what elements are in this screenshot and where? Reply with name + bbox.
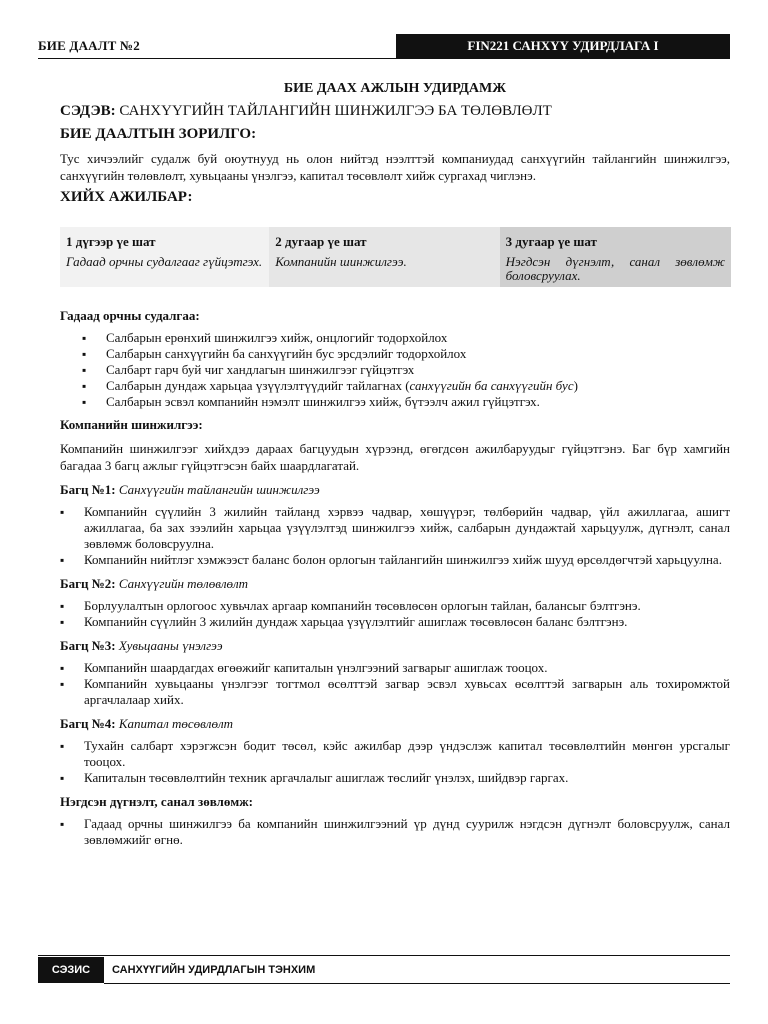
stage-2-title: 2 дугаар үе шат (269, 227, 499, 255)
list-item: ▪ Компанийн сүүлийн 3 жилийн дундаж харьцаа үзүүлэлтийг ашиглаж төсөвлөсөн баланс бэлтгэнэ. (60, 614, 730, 630)
package-4-label: Багц №4: (60, 716, 116, 731)
document-body (60, 80, 730, 848)
stages-table (60, 227, 731, 287)
footer-department: САНХҮҮГИЙН УДИРДЛАГЫН ТЭНХИМ (112, 964, 316, 976)
stages-desc-row (60, 255, 731, 287)
stage-2-desc: Компанийн шинжилгээ. (269, 255, 499, 287)
package-3-label: Багц №3: (60, 638, 116, 653)
work-heading: ХИЙХ АЖИЛБАР: (60, 189, 193, 205)
goal-heading: БИЕ ДААЛТЫН ЗОРИЛГО: (60, 126, 257, 142)
package-3-title: Хувьцааны үнэлгээ (118, 638, 223, 653)
list-item: ▪ Компанийн сүүлийн 3 жилийн тайланд хэрвээ чадвар, хөшүүрэг, төлбөрийн чадвар, үйл ажиллагаа, ашигт ажиллагаа, ба зах зээлийн харьцаа үзүүлэлтэд шинжилгээ хийж, салбарын дундажтай харьцуулж, дүгнэлт, санал зөвлөмж боловсруулна. (60, 504, 730, 552)
package-3-heading (60, 637, 730, 654)
footer-university: СЭЗИС (38, 957, 104, 983)
company-intro: Компанийн шинжилгээг хийхдээ дараах багцуудын хүрээнд, өгөгдсөн ажилбаруудыг гүйцэтгэнэ. Баг бүр хамгийн багадаа 3 багц ажлыг гүйцэтгэсэн байх шаардлагатай. (60, 441, 730, 473)
package-4-list (60, 738, 730, 786)
footer-underline (104, 983, 730, 984)
stage-3-title: 3 дугаар үе шат (500, 227, 731, 255)
list-item: ▪ Гадаад орчны шинжилгээ ба компанийн шинжилгээний үр дүнд суурилж нэгдсэн дүгнэлт боловсруулж, санал зөвлөмжийг өгнө. (60, 816, 730, 848)
list-item (60, 378, 730, 394)
package-4-heading (60, 715, 730, 732)
topic-label: СЭДЭВ: (60, 103, 116, 119)
header-left-title: БИЕ ДААЛТ №2 (38, 38, 140, 53)
package-1-title: Санхүүгийн тайлангийн шинжилгээ (118, 482, 320, 497)
list-item: ▪ Компанийн шаардагдах өгөөжийг капиталын үнэлгээний загварыг ашиглаж тооцох. (60, 660, 730, 676)
package-1-heading (60, 481, 730, 498)
list-item: ▪ Компанийн хувьцааны үнэлгээг тогтмол өсөлттэй загвар эсвэл хувьсах өсөлттэй загварын аль тохиромжтой аргачлалаар хийх. (60, 676, 730, 708)
package-1-label: Багц №1: (60, 482, 116, 497)
goal-text: Тус хичээлийг судалж буй оюутнууд нь олон нийтэд нээлттэй компаниудад санхүүгийн тайлангийн шинжилгээ, санхүүгийн төлөвлөлт, хувьцааны үнэлгээ, капитал төсөвлөлт хийж сургахад чиглэнэ. (60, 151, 730, 183)
company-heading: Компанийн шинжилгээ: (60, 417, 203, 432)
package-4-title: Капитал төсөвлөлт (118, 716, 234, 731)
stages-header-row (60, 227, 731, 255)
stage-1-title: 1 дүгээр үе шат (60, 227, 269, 255)
package-2-heading (60, 575, 730, 592)
package-1-list (60, 504, 730, 568)
list-item: ▪ Капиталын төсөвлөлтийн техник аргачлалыг ашиглаж төслийг үнэлэх, шийдвэр гаргах. (60, 770, 730, 786)
list-item-italic: санхүүгийн ба санхүүгийн бус (409, 378, 574, 393)
external-list (60, 330, 730, 410)
list-item: ▪ Борлуулалтын орлогоос хувьчлах аргаар компанийн төсөвлөсөн орлогын тайлан, балансыг бэлтгэнэ. (60, 598, 730, 614)
list-item: ▪ Тухайн салбарт хэрэгжсэн бодит төсөл, кэйс ажилбар дээр үндэслэж капитал төсөвлөлтийн мөнгөн урсгалыг тооцох. (60, 738, 730, 770)
package-2-list (60, 598, 730, 630)
stage-3-desc: Нэгдсэн дүгнэлт, санал зөвлөмж боловсруулах. (500, 255, 731, 287)
topic-line (60, 102, 730, 121)
list-item: ▪ Салбарын эсвэл компанийн нэмэлт шинжилгээ хийж, бүтээлч ажил гүйцэтгэх. (60, 394, 730, 410)
header-divider (38, 58, 730, 59)
package-3-list (60, 660, 730, 708)
footer-divider (38, 955, 730, 956)
list-item-text: Салбарын дундаж харьцаа үзүүлэлтүүдийг тайлагнах ( (106, 378, 410, 393)
stage-1-desc: Гадаад орчны судалгааг гүйцэтгэх. (60, 255, 269, 287)
topic-text: САНХҮҮГИЙН ТАЙЛАНГИЙН ШИНЖИЛГЭЭ БА ТӨЛӨВЛӨЛТ (119, 103, 552, 119)
conclusion-heading: Нэгдсэн дүгнэлт, санал зөвлөмж: (60, 794, 253, 809)
header-course-title: FIN221 САНХҮҮ УДИРДЛАГА I (396, 34, 730, 58)
list-item: ▪ Салбарт гарч буй чиг хандлагын шинжилгээг гүйцэтгэх (60, 362, 730, 378)
external-heading: Гадаад орчны судалгаа: (60, 308, 200, 323)
conclusion-list (60, 816, 730, 848)
list-item: ▪ Салбарын санхүүгийн ба санхүүгийн бус эрсдэлийг тодорхойлох (60, 346, 730, 362)
package-2-title: Санхүүгийн төлөвлөлт (118, 576, 249, 591)
package-2-label: Багц №2: (60, 576, 116, 591)
list-item: ▪ Компанийн нийтлэг хэмжээст баланс болон орлогын тайлангийн шинжилгээ хийж шууд өрсөлдөгчтэй харьцуулна. (60, 552, 730, 568)
list-item: ▪ Салбарын ерөнхий шинжилгээ хийж, онцлогийг тодорхойлох (60, 330, 730, 346)
list-item-end: ) (573, 378, 578, 393)
document-title: БИЕ ДААХ АЖЛЫН УДИРДАМЖ (283, 81, 507, 96)
